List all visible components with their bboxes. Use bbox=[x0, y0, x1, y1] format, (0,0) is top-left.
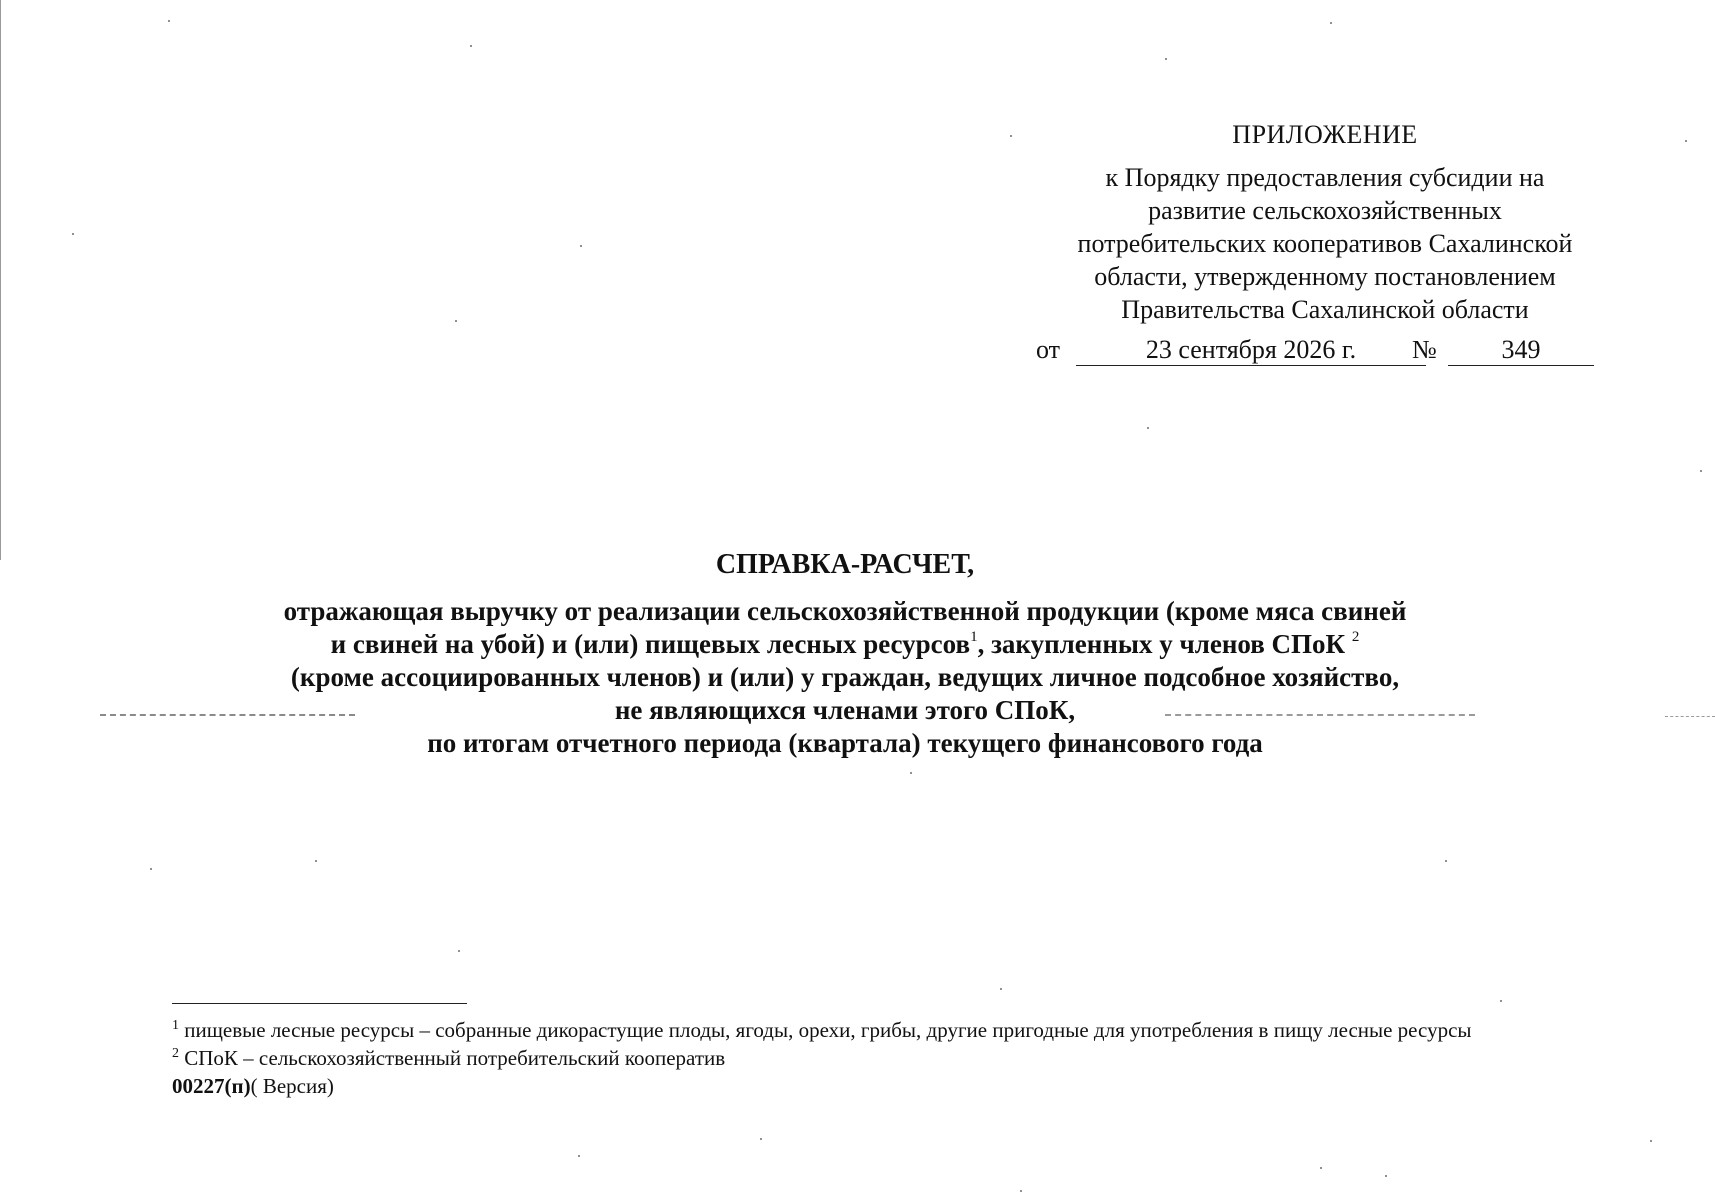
decree-date-field: 23 сентября 2026 г. bbox=[1076, 335, 1426, 366]
number-sign: № bbox=[1412, 335, 1437, 364]
footnote-mark: 1 bbox=[172, 1018, 179, 1033]
footnotes bbox=[172, 1016, 1612, 1100]
scan-dash-rule bbox=[100, 714, 355, 716]
scan-speck bbox=[1330, 22, 1332, 24]
scan-speck bbox=[1165, 58, 1167, 60]
appendix-block bbox=[1010, 118, 1640, 326]
footnote-text: пищевые лесные ресурсы – собранные дикорастущие плоды, ягоды, орехи, грибы, другие пригодные для употребления в пищу лесные ресурсы bbox=[179, 1018, 1472, 1042]
appendix-line: к Порядку предоставления субсидии на bbox=[1105, 163, 1545, 192]
scan-speck bbox=[150, 868, 152, 870]
document-code: 00227(п) bbox=[172, 1074, 251, 1098]
scan-speck bbox=[1650, 1140, 1652, 1142]
heading-line: (кроме ассоциированных членов) и (или) у граждан, ведущих личное подсобное хозяйство, bbox=[290, 662, 1400, 692]
document-title: СПРАВКА-РАСЧЕТ, bbox=[715, 549, 975, 580]
scan-speck bbox=[458, 950, 460, 952]
scan-speck bbox=[1445, 860, 1447, 862]
scan-speck bbox=[72, 233, 74, 235]
scan-speck bbox=[1385, 1175, 1387, 1177]
scan-speck bbox=[910, 772, 912, 774]
scan-speck bbox=[1010, 135, 1012, 137]
scan-speck bbox=[1147, 427, 1149, 429]
decree-number-field: 349 bbox=[1448, 335, 1594, 366]
appendix-line: области, утвержденному постановлением bbox=[1094, 262, 1556, 291]
footnote-ref-2: 2 bbox=[1351, 629, 1360, 645]
decree-reference bbox=[1036, 335, 1596, 375]
scan-speck bbox=[1000, 988, 1002, 990]
scan-dash-rule bbox=[1665, 716, 1715, 717]
appendix-line: развитие сельскохозяйственных bbox=[1148, 196, 1502, 225]
footnote-separator bbox=[172, 1003, 467, 1004]
scan-speck bbox=[760, 1138, 762, 1140]
heading-line bbox=[200, 628, 1490, 661]
footnote-mark: 2 bbox=[172, 1046, 179, 1061]
scan-speck bbox=[1700, 470, 1702, 472]
scan-speck bbox=[580, 245, 582, 247]
appendix-line: Правительства Сахалинской области bbox=[1121, 295, 1529, 324]
document-code-line bbox=[172, 1072, 1612, 1100]
scan-edge-line bbox=[0, 0, 1, 560]
scan-speck bbox=[455, 320, 457, 322]
heading-line: по итогам отчетного периода (квартала) текущего финансового года bbox=[427, 728, 1263, 758]
footnote-text: СПоК – сельскохозяйственный потребительский кооператив bbox=[179, 1046, 726, 1070]
appendix-line: потребительских кооперативов Сахалинской bbox=[1077, 229, 1573, 258]
footnote-ref-1: 1 bbox=[970, 629, 978, 645]
scan-speck bbox=[470, 45, 472, 47]
scan-speck bbox=[168, 20, 170, 22]
scan-speck bbox=[1685, 140, 1687, 142]
heading-text: , закупленных у членов СПоК bbox=[977, 629, 1346, 659]
footnote-2 bbox=[172, 1044, 1612, 1072]
scan-speck bbox=[1320, 1167, 1322, 1169]
scan-speck bbox=[315, 860, 317, 862]
heading-line: отражающая выручку от реализации сельскохозяйственной продукции (кроме мяса свиней bbox=[283, 596, 1407, 626]
scan-speck bbox=[1500, 1000, 1502, 1002]
scan-speck bbox=[578, 1155, 580, 1157]
scan-dash-rule bbox=[1165, 714, 1475, 716]
document-version: ( Версия) bbox=[250, 1074, 334, 1098]
heading-text: и свиней на убой) и (или) пищевых лесных ресурсов bbox=[330, 629, 971, 659]
scan-speck bbox=[1020, 1190, 1022, 1192]
heading-line: не являющихся членами этого СПоК, bbox=[614, 695, 1076, 725]
document-heading bbox=[200, 548, 1490, 760]
from-label: от bbox=[1036, 335, 1061, 364]
appendix-title: ПРИЛОЖЕНИЕ bbox=[1232, 120, 1418, 149]
footnote-1 bbox=[172, 1016, 1612, 1044]
